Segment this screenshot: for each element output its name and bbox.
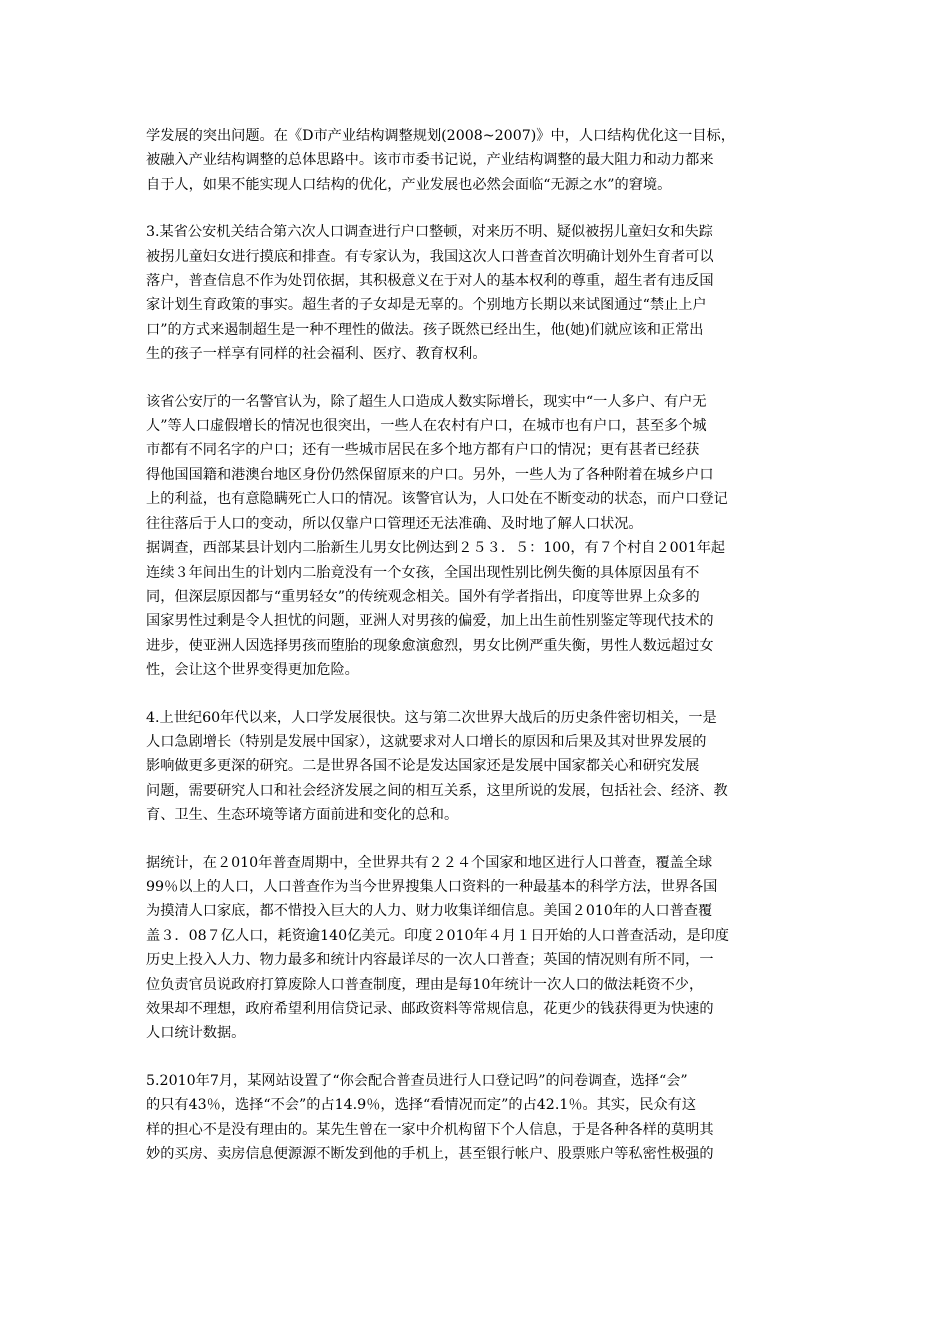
text-line: 据调查，西部某县计划内二胎新生儿男女比例达到２５３．５：100，有７个村自２001年起 xyxy=(146,540,726,557)
paragraph-item-3 xyxy=(146,220,809,366)
text-line: 样的担心不是没有理由的。某先生曾在一家中介机构留下个人信息，于是各种各样的莫明其 xyxy=(146,1121,714,1138)
text-line: 家计划生育政策的事实。超生者的子女却是无辜的。个别地方长期以来试图通过“禁止上户 xyxy=(146,297,707,314)
paragraph-census-statistics xyxy=(146,851,809,1046)
text-line: 育、卫生、生态环境等诸方面前进和变化的总和。 xyxy=(146,807,459,824)
text-line: 学发展的突出问题。在《D市产业结构调整规划(2008~2007)》中，人口结构优化这一目标， xyxy=(146,128,735,144)
text-line: 性，会让这个世界变得更加危险。 xyxy=(146,662,359,679)
text-line: 进步，使亚洲人因选择男孩而堕胎的现象愈演愈烈，男女比例严重失衡，男性人数远超过女 xyxy=(146,637,714,654)
text-line: 4.上世纪60年代以来，人口学发展很快。这与第二次世界大战后的历史条件密切相关，一是 xyxy=(146,709,717,726)
document-page xyxy=(146,124,809,1166)
text-line: 据统计，在２010年普查周期中，全世界共有２２４个国家和地区进行人口普查，覆盖全球 xyxy=(146,854,713,871)
text-line: 为摸清人口家底，都不惜投入巨大的人力、财力收集详细信息。美国２010年的人口普查覆 xyxy=(146,903,713,920)
paragraph-item-4 xyxy=(146,706,809,828)
paragraph-police-officer xyxy=(146,390,809,536)
paragraph-survey-gender-ratio xyxy=(146,536,809,682)
text-line: 3.某省公安机关结合第六次人口调查进行户口整顿，对来历不明、疑似被拐儿童妇女和失踪 xyxy=(146,224,713,241)
text-line: 人口统计数据。 xyxy=(146,1025,246,1042)
text-line: 5.2010年7月，某网站设置了“你会配合普查员进行人口登记吗”的问卷调查，选择“会” xyxy=(146,1072,688,1089)
text-line: 盖３．08７亿人口，耗资逾140亿美元。印度２010年４月１日开始的人口普查活动，是印度 xyxy=(146,927,729,944)
text-line: 该省公安厅的一名警官认为，除了超生人口造成人数实际增长，现实中“一人多户、有户无 xyxy=(146,393,707,410)
text-line: 往往落后于人口的变动，所以仅靠户口管理还无法准确、及时地了解人口状况。 xyxy=(146,515,643,532)
paragraph-intro-continued xyxy=(146,124,809,197)
text-line: 被拐儿童妇女进行摸底和排查。有专家认为，我国这次人口普查首次明确计划外生育者可以 xyxy=(146,248,714,265)
text-line: 口”的方式来遏制超生是一种不理性的做法。孩子既然已经出生，他(她)们就应该和正常出 xyxy=(146,321,704,338)
text-line: 问题，需要研究人口和社会经济发展之间的相互关系，这里所说的发展，包括社会、经济、教 xyxy=(146,782,728,799)
text-line: 得他国国籍和港澳台地区身份仍然保留原来的户口。另外，一些人为了各种附着在城乡户口 xyxy=(146,466,714,483)
text-line: 位负责官员说政府打算废除人口普查制度，理由是每10年统计一次人口的做法耗资不少， xyxy=(146,976,704,993)
text-line: 上的利益，也有意隐瞒死亡人口的情况。该警官认为，人口处在不断变动的状态，而户口登记 xyxy=(146,491,728,508)
text-line: 效果却不理想，政府希望利用信贷记录、邮政资料等常规信息，花更少的钱获得更为快速的 xyxy=(146,1001,714,1017)
text-line: 妙的买房、卖房信息便源源不断发到他的手机上，甚至银行帐户、股票账户等私密性极强的 xyxy=(146,1146,714,1163)
text-line: 人口急剧增长（特别是发展中国家），这就要求对人口增长的原因和后果及其对世界发展的 xyxy=(146,733,707,750)
text-line: 99％以上的人口，人口普查作为当今世界搜集人口资料的一种最基本的科学方法，世界各国 xyxy=(146,878,718,895)
text-line: 国家男性过剩是令人担忧的问题，亚洲人对男孩的偏爱，加上出生前性别鉴定等现代技术的 xyxy=(146,613,714,630)
text-line: 的只有43％，选择“不会”的占14.9％，选择“看情况而定”的占42.1％。其实，民众有这 xyxy=(146,1097,697,1114)
text-line: 人”等人口虚假增长的情况也很突出，一些人在农村有户口，在城市也有户口，甚至多个城 xyxy=(146,418,707,435)
text-line: 同，但深层原因都与“重男轻女”的传统观念相关。国外有学者指出，印度等世界上众多的 xyxy=(146,588,700,605)
text-line: 被融入产业结构调整的总体思路中。该市市委书记说，产业结构调整的最大阻力和动力都来 xyxy=(146,152,714,169)
text-line: 落户，普查信息不作为处罚依据，其积极意义在于对人的基本权利的尊重，超生者有违反国 xyxy=(146,273,714,290)
paragraph-item-5 xyxy=(146,1069,809,1167)
text-line: 历史上投入人力、物力最多和统计内容最详尽的一次人口普查；英国的情况则有所不同，一 xyxy=(146,952,714,969)
text-line: 市都有不同名字的户口；还有一些城市居民在多个地方都有户口的情况；更有甚者已经获 xyxy=(146,442,700,459)
text-line: 自于人，如果不能实现人口结构的优化，产业发展也必然会面临“无源之水”的窘境。 xyxy=(146,176,672,193)
text-line: 生的孩子一样享有同样的社会福利、医疗、教育权利。 xyxy=(146,346,487,363)
text-line: 影响做更多更深的研究。二是世界各国不论是发达国家还是发展中国家都关心和研究发展 xyxy=(146,758,700,775)
text-line: 连续３年间出生的计划内二胎竟没有一个女孩，全国出现性别比例失衡的具体原因虽有不 xyxy=(146,564,700,581)
